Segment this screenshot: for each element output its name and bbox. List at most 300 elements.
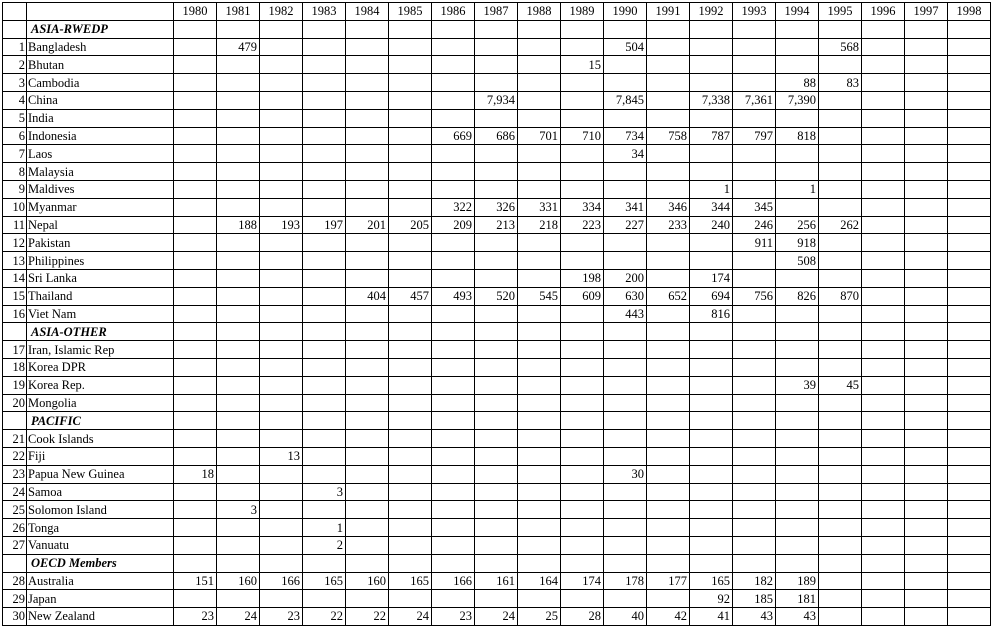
table-cell [862,252,905,270]
table-cell [948,412,991,430]
table-cell [389,447,432,465]
table-cell [905,198,948,216]
table-cell [346,430,389,448]
table-cell [518,554,561,572]
table-cell [518,430,561,448]
table-cell: 164 [518,572,561,590]
table-cell [518,483,561,501]
table-cell: 182 [733,572,776,590]
table-cell: 177 [647,572,690,590]
table-cell [905,287,948,305]
row-index: 12 [3,234,27,252]
section-title: OECD Members [27,554,174,572]
table-cell [604,590,647,608]
row-index: 20 [3,394,27,412]
table-cell [862,145,905,163]
table-cell [389,412,432,430]
table-cell [260,20,303,38]
table-cell [690,536,733,554]
table-cell: 797 [733,127,776,145]
table-cell [776,465,819,483]
table-cell [604,519,647,537]
table-cell [518,447,561,465]
table-cell [174,590,217,608]
table-cell [561,394,604,412]
table-row [3,590,991,608]
section-title: ASIA-RWEDP [27,20,174,38]
row-index: 6 [3,127,27,145]
table-cell: 185 [733,590,776,608]
year-header-1982: 1982 [260,3,303,21]
table-cell: 24 [389,608,432,626]
table-cell [604,394,647,412]
table-cell [862,447,905,465]
row-index: 5 [3,109,27,127]
table-cell [948,20,991,38]
row-index: 14 [3,269,27,287]
table-cell [819,447,862,465]
table-cell [733,56,776,74]
table-cell [518,252,561,270]
table-cell [733,447,776,465]
row-index: 10 [3,198,27,216]
table-cell [432,430,475,448]
table-cell [303,358,346,376]
table-cell [518,109,561,127]
section-title: ASIA-OTHER [27,323,174,341]
table-cell [303,501,346,519]
table-cell [776,501,819,519]
table-row [3,127,991,145]
table-cell [690,38,733,56]
table-cell [647,412,690,430]
table-cell [647,305,690,323]
table-cell [346,20,389,38]
table-cell [260,412,303,430]
year-header-1983: 1983 [303,3,346,21]
table-cell [303,590,346,608]
table-cell [303,447,346,465]
table-cell [174,376,217,394]
table-cell: 669 [432,127,475,145]
table-cell [905,74,948,92]
table-cell [260,252,303,270]
table-cell [776,145,819,163]
table-cell [561,341,604,359]
header-row [3,3,991,21]
table-cell [389,554,432,572]
country-name: Fiji [27,447,174,465]
table-cell [862,38,905,56]
table-cell [604,56,647,74]
table-cell [862,109,905,127]
table-cell [346,198,389,216]
table-cell [948,447,991,465]
table-cell [561,234,604,252]
table-cell [217,341,260,359]
table-cell [819,269,862,287]
table-cell [604,74,647,92]
table-cell [432,501,475,519]
table-cell [303,305,346,323]
table-cell [389,519,432,537]
table-cell [604,447,647,465]
table-cell [948,305,991,323]
table-row [3,483,991,501]
table-cell [561,38,604,56]
table-cell [561,180,604,198]
table-cell [303,252,346,270]
table-cell [346,91,389,109]
table-cell [948,590,991,608]
table-cell [389,56,432,74]
country-name: Korea Rep. [27,376,174,394]
table-cell [303,145,346,163]
table-cell [432,465,475,483]
table-cell [303,287,346,305]
year-header-1988: 1988 [518,3,561,21]
country-name: Cook Islands [27,430,174,448]
table-row [3,287,991,305]
table-cell [776,554,819,572]
table-cell [948,127,991,145]
table-cell [518,38,561,56]
table-cell [432,163,475,181]
table-cell [260,358,303,376]
table-cell [561,109,604,127]
table-cell [819,56,862,74]
table-cell [776,394,819,412]
table-cell [948,180,991,198]
table-cell [389,358,432,376]
table-row [3,91,991,109]
table-row [3,376,991,394]
table-cell [862,234,905,252]
table-cell [733,145,776,163]
year-header-1981: 1981 [217,3,260,21]
table-cell [948,56,991,74]
section-index-cell [3,412,27,430]
table-cell [389,234,432,252]
country-name: India [27,109,174,127]
table-cell [776,305,819,323]
table-cell [217,554,260,572]
table-cell [905,590,948,608]
table-cell [948,536,991,554]
table-cell [260,180,303,198]
table-cell [346,358,389,376]
table-cell [647,358,690,376]
row-index: 9 [3,180,27,198]
table-cell: 686 [475,127,518,145]
table-cell [174,127,217,145]
table-cell [303,376,346,394]
table-cell: 787 [690,127,733,145]
table-cell [561,376,604,394]
table-cell [733,252,776,270]
table-cell [905,519,948,537]
table-row [3,305,991,323]
table-cell [518,465,561,483]
table-cell: 193 [260,216,303,234]
country-name: Bangladesh [27,38,174,56]
table-cell [948,109,991,127]
table-cell [346,252,389,270]
table-cell [217,109,260,127]
table-cell [819,145,862,163]
table-cell [604,180,647,198]
table-cell [346,590,389,608]
table-cell [475,269,518,287]
table-cell [217,127,260,145]
row-index: 18 [3,358,27,376]
table-cell [389,109,432,127]
table-cell [733,394,776,412]
table-cell: 322 [432,198,475,216]
table-cell: 246 [733,216,776,234]
table-cell [260,554,303,572]
table-cell [561,465,604,483]
table-cell: 25 [518,608,561,626]
table-cell [862,501,905,519]
table-cell [604,412,647,430]
table-cell [819,554,862,572]
table-cell: 870 [819,287,862,305]
table-cell [475,501,518,519]
table-cell [518,412,561,430]
table-cell [475,20,518,38]
table-cell [346,234,389,252]
table-cell [862,20,905,38]
table-cell [690,234,733,252]
table-cell: 23 [432,608,475,626]
table-cell [862,198,905,216]
country-name: Laos [27,145,174,163]
table-cell [346,465,389,483]
table-cell [647,323,690,341]
table-cell [475,38,518,56]
table-cell: 166 [260,572,303,590]
table-cell: 756 [733,287,776,305]
table-cell [432,252,475,270]
table-cell [217,269,260,287]
table-cell [475,412,518,430]
table-cell: 188 [217,216,260,234]
data-table [2,2,991,626]
table-cell [389,91,432,109]
table-cell [303,91,346,109]
table-row [3,430,991,448]
country-name: Cambodia [27,74,174,92]
table-cell [776,483,819,501]
table-cell [819,465,862,483]
table-cell [217,163,260,181]
table-cell [690,163,733,181]
section-index-cell [3,323,27,341]
table-cell [432,269,475,287]
year-header-1987: 1987 [475,3,518,21]
year-header-1993: 1993 [733,3,776,21]
table-cell [819,20,862,38]
table-cell: 710 [561,127,604,145]
table-cell [905,536,948,554]
table-cell: 816 [690,305,733,323]
table-cell [561,145,604,163]
table-cell: 197 [303,216,346,234]
table-cell [432,376,475,394]
table-cell [647,376,690,394]
table-cell [303,56,346,74]
table-cell [862,519,905,537]
table-cell [389,163,432,181]
table-cell [690,358,733,376]
table-cell [260,287,303,305]
table-cell: 43 [776,608,819,626]
year-header-1997: 1997 [905,3,948,21]
table-cell: 443 [604,305,647,323]
table-cell [819,127,862,145]
table-cell [604,536,647,554]
year-header-1995: 1995 [819,3,862,21]
table-cell: 1 [690,180,733,198]
table-cell [217,430,260,448]
table-cell [260,56,303,74]
row-index: 11 [3,216,27,234]
year-header-1992: 1992 [690,3,733,21]
header-corner-index [3,3,27,21]
table-cell [303,198,346,216]
table-cell [174,20,217,38]
table-cell [432,38,475,56]
table-cell: 262 [819,216,862,234]
table-cell [690,109,733,127]
table-cell [260,323,303,341]
table-cell [905,145,948,163]
table-cell: 223 [561,216,604,234]
table-cell: 7,361 [733,91,776,109]
table-cell: 3 [217,501,260,519]
row-index: 26 [3,519,27,537]
table-cell [647,465,690,483]
country-name: Bhutan [27,56,174,74]
table-cell [303,341,346,359]
table-cell [346,519,389,537]
table-cell [948,198,991,216]
table-cell [905,465,948,483]
table-cell: 28 [561,608,604,626]
table-cell [948,501,991,519]
table-cell [948,74,991,92]
table-cell [819,323,862,341]
table-cell: 630 [604,287,647,305]
table-cell [174,412,217,430]
table-cell [346,145,389,163]
section-title: PACIFIC [27,412,174,430]
table-cell [389,483,432,501]
table-cell [819,536,862,554]
table-cell [819,341,862,359]
table-cell [432,145,475,163]
table-cell [733,430,776,448]
table-cell [905,38,948,56]
table-cell [905,127,948,145]
table-cell: 43 [733,608,776,626]
year-header-1980: 1980 [174,3,217,21]
table-cell: 22 [346,608,389,626]
table-cell: 918 [776,234,819,252]
table-cell [389,590,432,608]
table-cell: 326 [475,198,518,216]
table-cell [690,394,733,412]
table-cell [346,74,389,92]
table-cell [948,465,991,483]
country-name: Pakistan [27,234,174,252]
table-cell [819,180,862,198]
table-cell [690,465,733,483]
table-cell [862,180,905,198]
table-cell [260,519,303,537]
table-cell [475,554,518,572]
table-cell [432,109,475,127]
table-cell [518,234,561,252]
table-row [3,109,991,127]
table-cell [948,376,991,394]
table-cell: 818 [776,127,819,145]
table-cell [948,323,991,341]
row-index: 21 [3,430,27,448]
table-cell [647,163,690,181]
table-cell [819,91,862,109]
table-cell [604,252,647,270]
table-cell [303,234,346,252]
table-cell: 758 [647,127,690,145]
table-cell [432,483,475,501]
table-cell [174,554,217,572]
table-cell: 151 [174,572,217,590]
table-cell [432,56,475,74]
table-cell [260,376,303,394]
table-cell [819,198,862,216]
table-cell [346,305,389,323]
country-name: Samoa [27,483,174,501]
table-cell [260,269,303,287]
table-cell [862,412,905,430]
table-cell: 165 [389,572,432,590]
table-row [3,358,991,376]
table-cell [174,483,217,501]
table-cell [260,127,303,145]
table-cell [346,38,389,56]
table-cell [862,376,905,394]
table-cell [690,341,733,359]
table-row [3,519,991,537]
table-cell [217,358,260,376]
row-index: 25 [3,501,27,519]
table-row [3,163,991,181]
table-cell [432,341,475,359]
table-cell [475,234,518,252]
table-cell [862,608,905,626]
table-row [3,252,991,270]
table-cell [260,74,303,92]
table-cell [647,269,690,287]
table-row [3,198,991,216]
table-cell [819,163,862,181]
table-cell [905,163,948,181]
table-cell [518,394,561,412]
table-cell [518,341,561,359]
table-cell [776,20,819,38]
